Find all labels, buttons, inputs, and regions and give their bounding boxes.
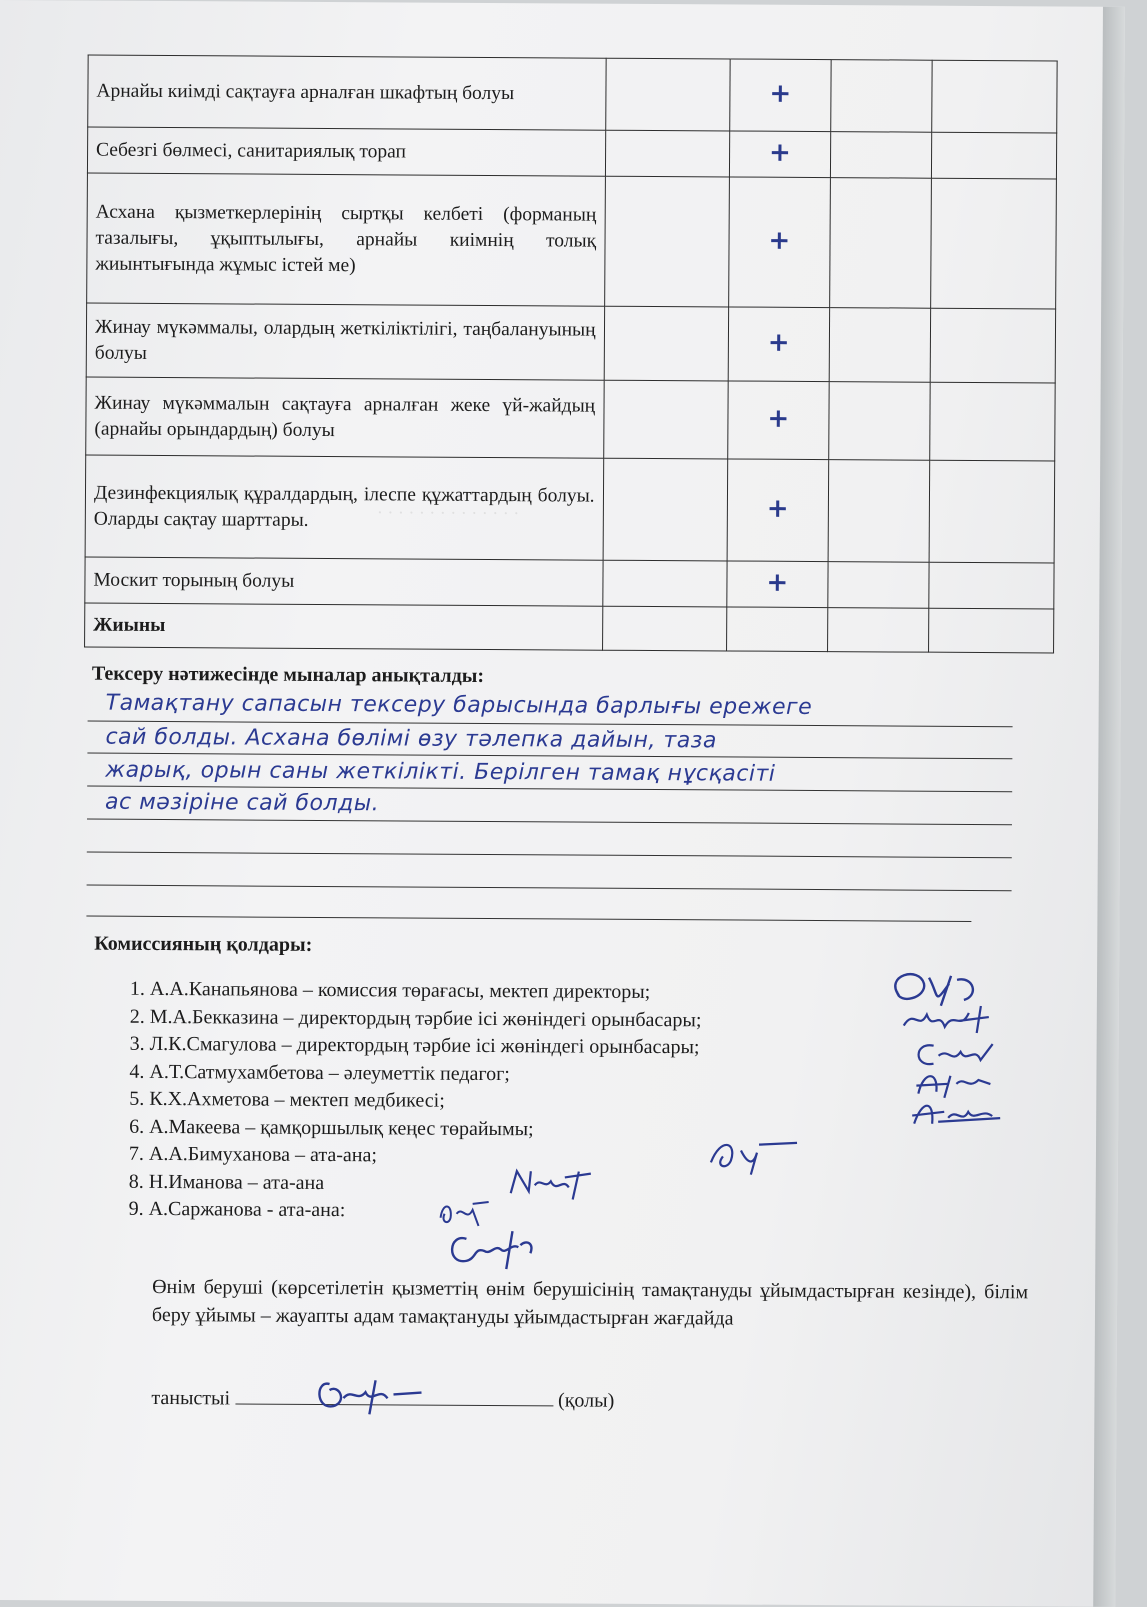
empty-cell (928, 608, 1054, 653)
check-mark: + (768, 137, 791, 168)
signature-6 (701, 1132, 801, 1177)
check-mark: + (767, 403, 790, 434)
bleed-through-text: · · · · · · · · · · · · · · (376, 502, 520, 524)
empty-cell (604, 306, 729, 381)
empty-cell (602, 560, 727, 607)
empty-cell (605, 130, 730, 177)
empty-cell (829, 178, 931, 309)
check-mark: + (766, 567, 789, 598)
table-row (85, 557, 1054, 609)
criterion-cell: Москит торының болуы (85, 557, 603, 606)
member-item: 5. К.Х.Ахметова – мектеп медбикесі; (149, 1086, 701, 1117)
ruled-line (87, 852, 1012, 859)
signature-7 (505, 1163, 595, 1204)
finding-line: ас мәзіріне сай болды. (105, 789, 380, 817)
member-item: 3. Л.К.Смагулова – директордың тәрбие ісі жөніндегі орынбасары; (150, 1031, 702, 1062)
mark-cell (728, 307, 829, 382)
table-row (85, 603, 1054, 653)
empty-cell (602, 606, 727, 651)
member-item: 8. Н.Иманова – ата-ана (149, 1168, 701, 1199)
empty-cell (828, 382, 929, 461)
mark-cell (727, 561, 828, 608)
signature-9 (440, 1225, 540, 1276)
member-item: 2. М.А.Бекказина – директордың тәрбие ісі жөніндегі орынбасары; (150, 1003, 702, 1034)
criterion-cell: Жинау мүкәммалын сақтауға арналған жеке үй-жайдың (арнайы орындардың) болуы (86, 377, 604, 458)
criterion-cell: Себезгі бөлмесі, санитариялық торап (87, 127, 605, 176)
ruled-line (87, 819, 1012, 826)
empty-cell (605, 58, 730, 131)
checklist-table (84, 55, 1058, 654)
member-item: 4. А.Т.Сатмухамбетова – әлеуметтік педагог; (149, 1058, 701, 1089)
empty-cell (931, 60, 1057, 133)
table-row (85, 455, 1055, 563)
member-item: 7. А.А.Бимуханова – ата-ана; (149, 1141, 701, 1172)
empty-cell (603, 380, 728, 459)
signature-5 (908, 1096, 1003, 1133)
table-row (86, 303, 1055, 383)
table-row (87, 173, 1057, 309)
member-item: 1. А.А.Канапьянова – комиссия төрағасы, мектеп директоры; (150, 976, 702, 1007)
empty-cell (830, 132, 931, 179)
table-row (86, 377, 1055, 461)
criterion-cell: Дезинфекциялық құралдардың, ілеспе құжаттардың болуы. Оларды сақтау шарттары. (85, 455, 603, 560)
member-item: 9. А.Саржанова - ата-ана: (149, 1196, 701, 1227)
check-mark: + (769, 78, 792, 109)
commission-members-list (111, 976, 702, 1227)
commission-heading: Комиссияның қолдары: (94, 932, 313, 956)
member-item: 6. А.Макеева – қамқоршылық кеңес төрайымы; (149, 1113, 701, 1144)
finding-line: Тамақтану сапасын тексеру барысында барлығы ережеге (105, 690, 813, 720)
empty-cell (828, 460, 929, 563)
mark-cell (729, 131, 830, 178)
ruled-line (86, 916, 971, 922)
ruled-line (87, 885, 1012, 892)
empty-cell (604, 176, 729, 307)
empty-cell (829, 308, 930, 383)
empty-cell (929, 382, 1055, 461)
signature-caption: (қолы) (558, 1389, 615, 1412)
provider-signature (309, 1370, 429, 1421)
page-edge-shadow (1093, 7, 1125, 1607)
criterion-cell: Жинау мүкәммалы, олардың жеткіліктілігі, таңбалануының болуы (86, 303, 604, 380)
check-mark: + (767, 327, 790, 358)
mark-cell (729, 177, 831, 308)
empty-cell (603, 458, 728, 561)
empty-cell (828, 562, 929, 609)
acquainted-label: таныстыі (151, 1386, 231, 1410)
mark-cell (728, 381, 829, 460)
empty-cell (830, 60, 931, 133)
empty-cell (929, 460, 1055, 563)
check-mark: + (766, 493, 789, 524)
mark-cell (727, 459, 828, 562)
empty-cell (928, 562, 1054, 609)
findings-heading: Тексеру нәтижесінде мыналар анықталды: (91, 662, 485, 687)
table-row (87, 127, 1056, 179)
empty-cell (931, 132, 1057, 179)
provider-note: Өнім беруші (көрсетілетін қызметтің өнім берушісінің тамақтануды ұйымдастырған кезінде), білім беру ұйымы – жауапты адам тамақтануды ұйымдастырған жағдайда (151, 1275, 1029, 1330)
finding-line: сай болды. Асхана бөлімі өзу тәлепка дайын, таза (105, 724, 717, 754)
empty-cell (930, 178, 1056, 309)
table-row (88, 55, 1057, 133)
check-mark: + (768, 225, 791, 256)
criterion-cell: Асхана қызметкерлерінің сыртқы келбеті (форманың тазалығы, ұқыптылығы, арнайы киімнің толық жиынтығында жұмыс істей ме) (87, 173, 605, 306)
empty-cell (827, 608, 928, 653)
criterion-cell: Арнайы киімді сақтауға арналған шкафтың болуы (88, 55, 606, 130)
criterion-cell: Жиыны (85, 603, 603, 650)
finding-line: жарық, орын саны жеткілікті. Берілген тамақ нұсқасіті (105, 757, 776, 787)
mark-cell (726, 607, 827, 652)
empty-cell (930, 308, 1056, 383)
mark-cell (730, 59, 831, 132)
